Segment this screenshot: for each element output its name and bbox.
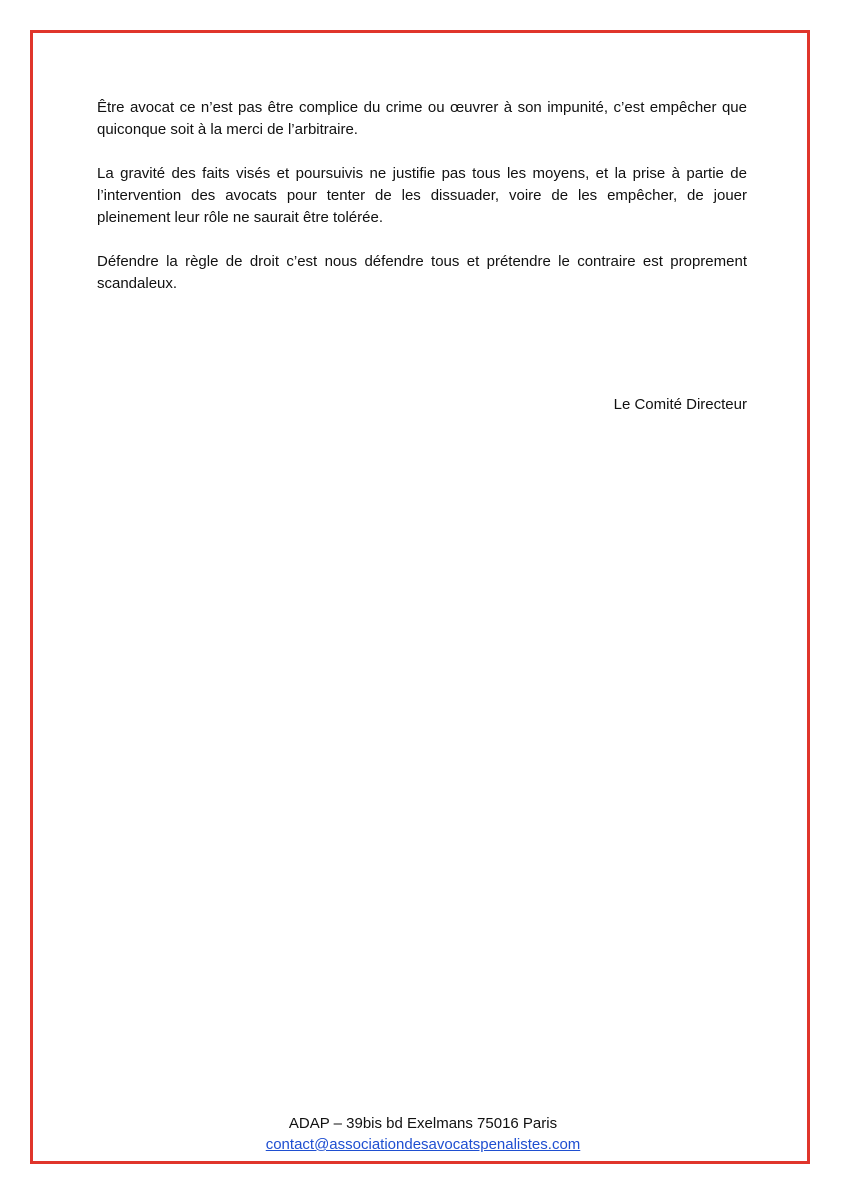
signature: Le Comité Directeur	[613, 396, 747, 413]
footer-email-link[interactable]: contact@associationdesavocatspenalistes.com	[265, 1136, 581, 1153]
paragraph-1: Être avocat ce n’est pas être complice du crime ou œuvrer à son impunité, c’est empêcher que quiconque soit à la merci de l’arbitraire.	[97, 99, 747, 138]
footer	[0, 1113, 846, 1155]
letter-body	[97, 97, 747, 317]
paragraph-3: Défendre la règle de droit c’est nous défendre tous et prétendre le contraire est proprement scandaleux.	[97, 253, 747, 292]
footer-address: ADAP – 39bis bd Exelmans 75016 Paris	[288, 1115, 558, 1132]
paragraph-2: La gravité des faits visés et poursuivis ne justifie pas tous les moyens, et la prise à partie de l’intervention des avocats pour tenter de les dissuader, voire de les empêcher, de jouer pleinement leur rôle ne saurait être tolérée.	[97, 165, 747, 226]
